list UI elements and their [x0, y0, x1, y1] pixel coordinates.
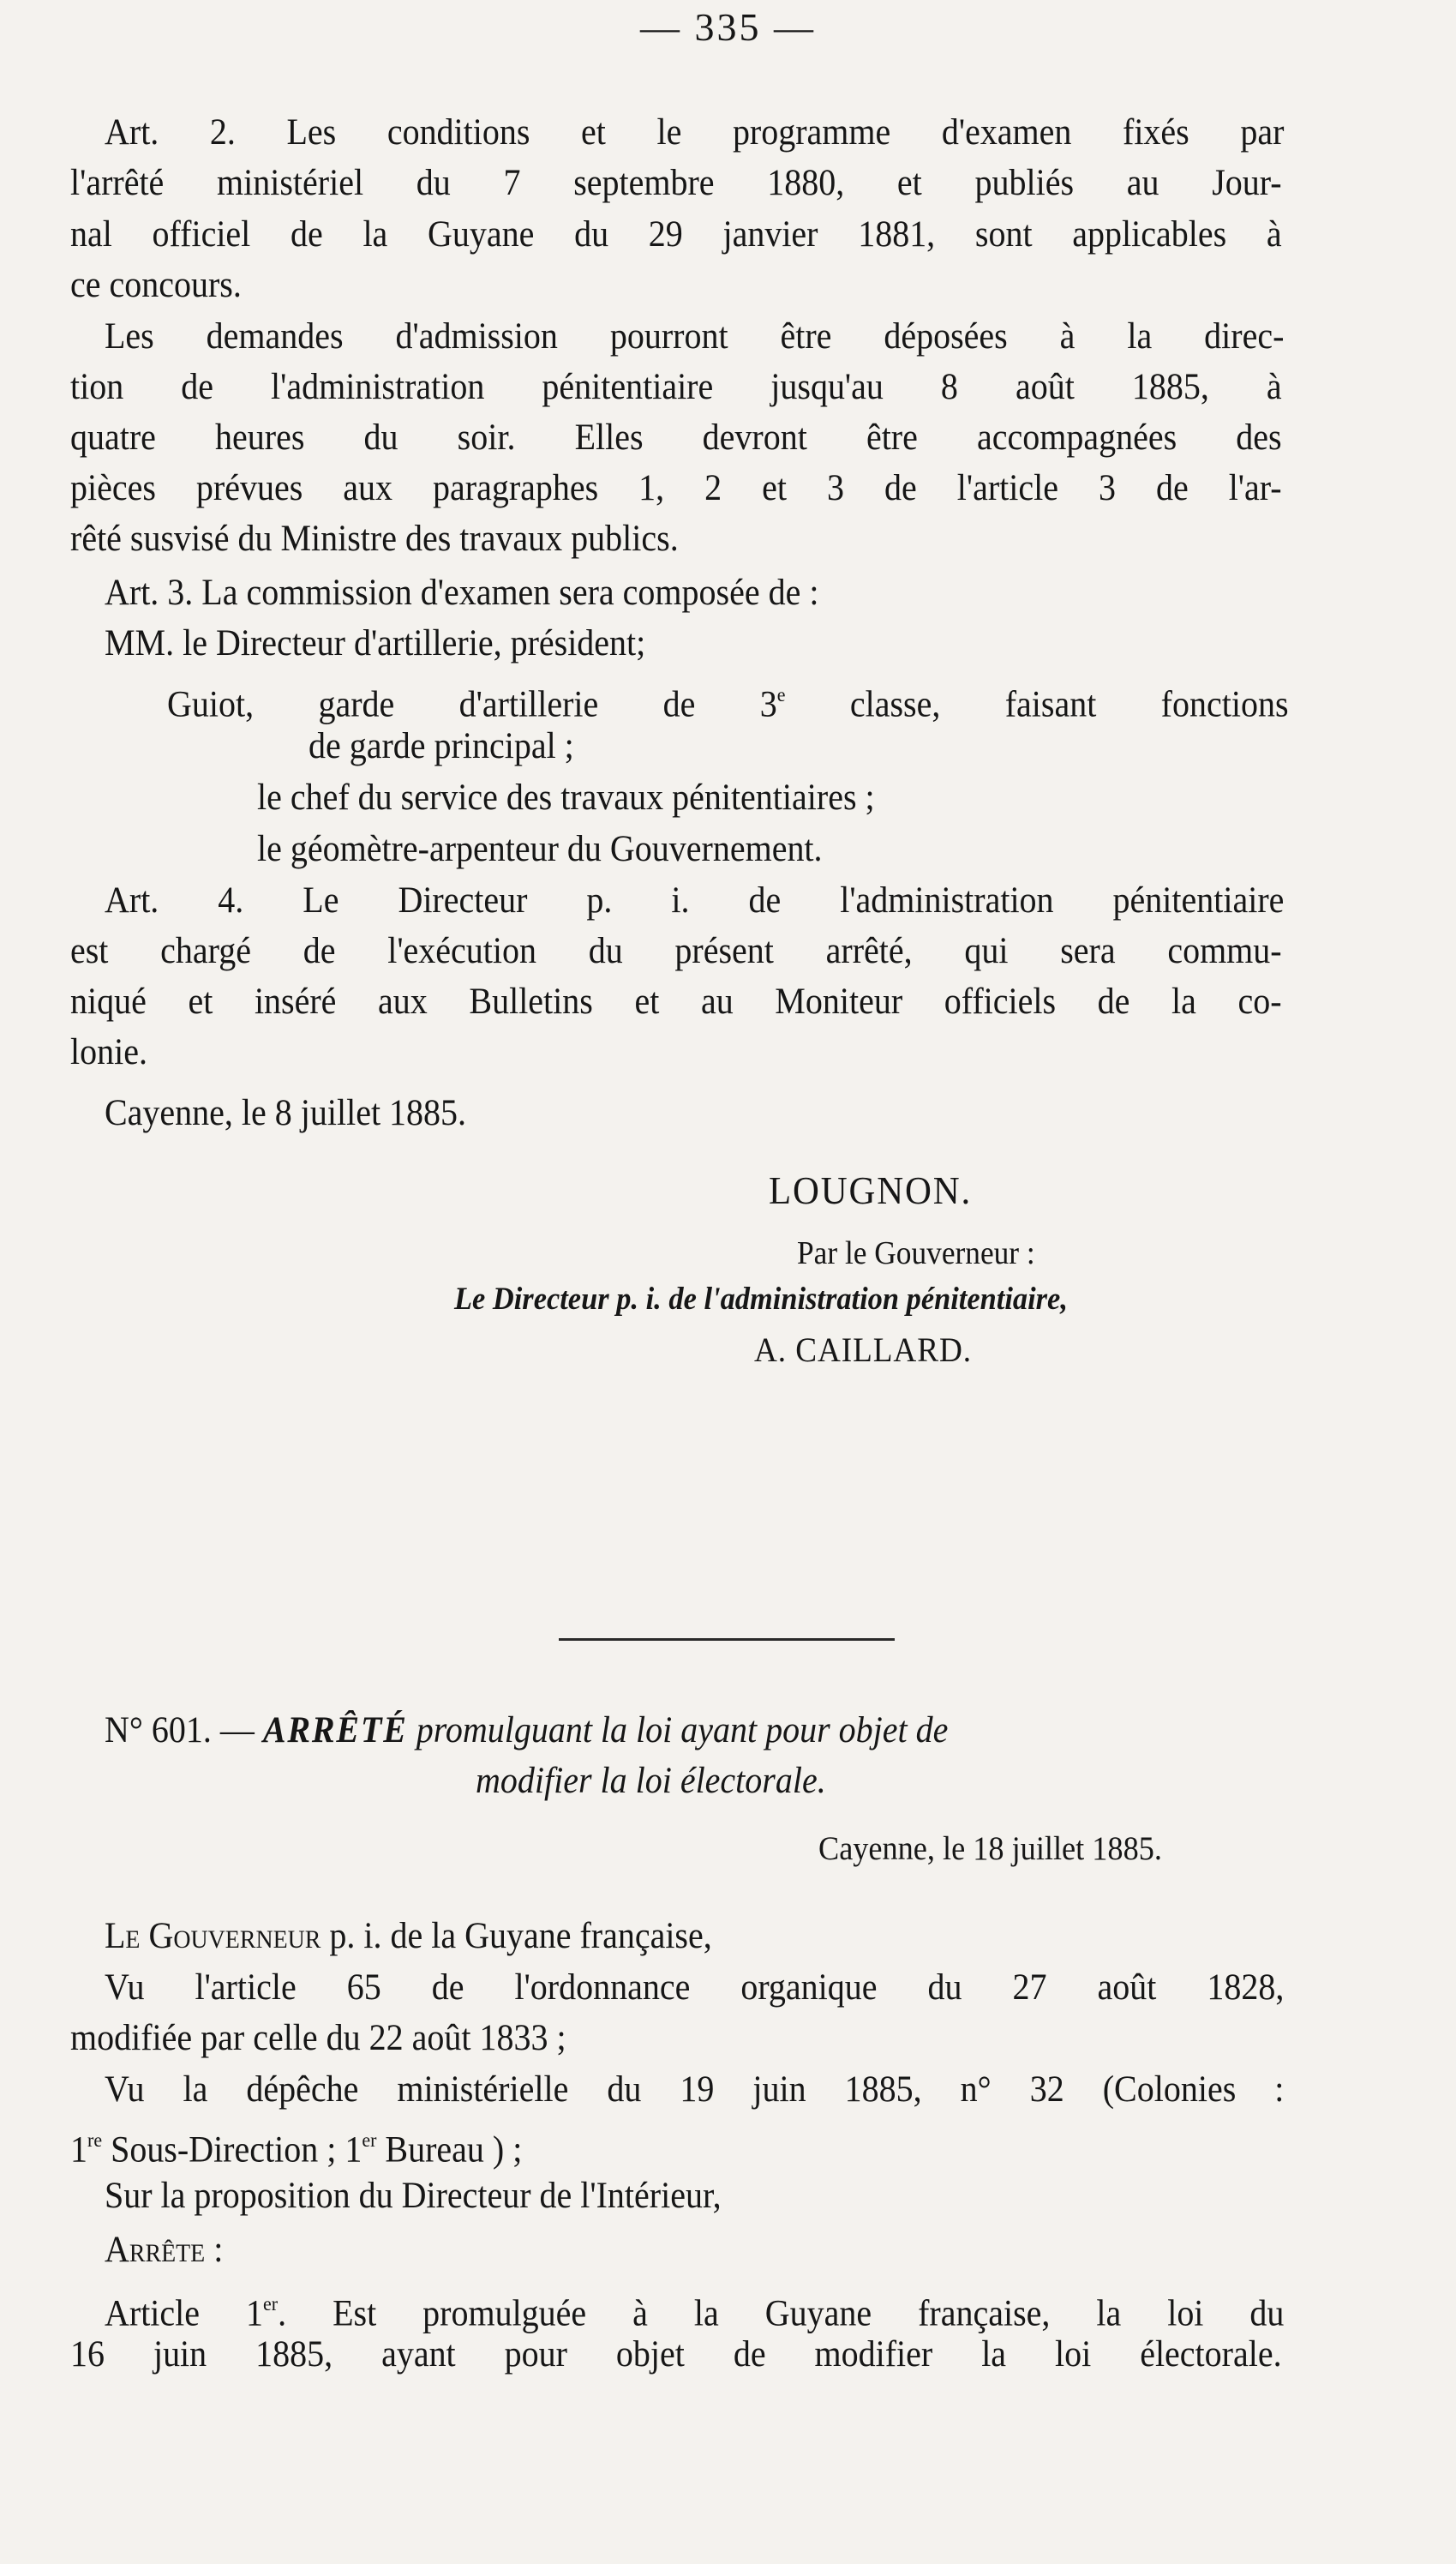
text-fragment: Guiot, garde d'artillerie de 3 [167, 684, 777, 725]
text-line-with-superscript [70, 2116, 1282, 2176]
governor-line [105, 1912, 1284, 1961]
text-line: modifiée par celle du 22 août 1833 ; [70, 2018, 566, 2058]
text-fragment: Sous-Direction ; 1 [102, 2129, 363, 2171]
text-fragment: . Est promulguée à la Guyane française, la loi du [278, 2293, 1285, 2334]
text-line: le géomètre-arpenteur du Gouvernement. [257, 829, 823, 869]
text-line: quatre heures du soir. Elles devront être accompagnées des [70, 417, 1282, 458]
text-line: 16 juin 1885, ayant pour objet de modifier la loi électorale. [70, 2334, 1282, 2375]
text-fragment: Bureau ) ; [376, 2129, 523, 2171]
text-line: ce concours. [70, 265, 242, 305]
decree-heading [105, 1706, 1284, 1756]
text-fragment: 1 [70, 2129, 87, 2171]
signature-role: Le Directeur p. i. de l'administration pénitentiaire, [454, 1282, 1068, 1317]
page-number: — 335 — [640, 5, 816, 49]
decree-dash: — [219, 1710, 255, 1750]
text-line: Sur la proposition du Directeur de l'Intérieur, [105, 2176, 722, 2216]
text-line: est chargé de l'exécution du présent arrêté, qui sera commu- [70, 931, 1282, 971]
text-line: l'arrêté ministériel du 7 septembre 1880, et publiés au Jour- [70, 163, 1282, 203]
arrete-label: Arrête : [105, 2230, 224, 2270]
governor-rest: p. i. de la Guyane française, [329, 1916, 712, 1956]
text-line: lonie. [70, 1032, 147, 1072]
decree-date: Cayenne, le 18 juillet 1885. [818, 1830, 1162, 1867]
text-line: tion de l'administration pénitentiaire jusqu'au 8 août 1885, à [70, 367, 1282, 407]
text-line: de garde principal ; [309, 726, 574, 766]
decree-title-bold: ARRÊTÉ [262, 1710, 408, 1750]
signature-name: LOUGNON. [769, 1168, 973, 1212]
text-line: Art. 3. La commission d'examen sera composée de : [105, 573, 819, 613]
governor-label: Le Gouverneur [105, 1916, 321, 1956]
text-fragment: classe, faisant fonctions [785, 684, 1289, 725]
text-line: MM. le Directeur d'artillerie, président; [105, 623, 646, 664]
text-line: niqué et inséré aux Bulletins et au Moniteur officiels de la co- [70, 982, 1282, 1022]
superscript: e [776, 684, 786, 706]
signature-by: Par le Gouverneur : [797, 1235, 1035, 1271]
text-line: rêté susvisé du Ministre des travaux publics. [70, 519, 679, 559]
superscript: er [263, 2293, 279, 2315]
superscript: re [87, 2129, 103, 2152]
decree-title-line2: modifier la loi électorale. [476, 1761, 826, 1801]
text-fragment: Article 1 [105, 2293, 264, 2334]
decree-title: promulguant la loi ayant pour objet de [416, 1710, 949, 1750]
signature-signer: A. CAILLARD. [754, 1330, 972, 1369]
text-line: nal officiel de la Guyane du 29 janvier 1881, sont applicables à [70, 214, 1282, 255]
text-line: Art. 2. Les conditions et le programme d'examen fixés par [105, 112, 1285, 153]
decree-number: N° 601. [105, 1710, 212, 1750]
text-line: Art. 4. Le Directeur p. i. de l'administration pénitentiaire [105, 880, 1285, 921]
superscript: er [362, 2129, 377, 2152]
section-divider [559, 1638, 895, 1641]
text-line: Vu la dépêche ministérielle du 19 juin 1885, n° 32 (Colonies : [105, 2069, 1285, 2110]
text-line: Vu l'article 65 de l'ordonnance organique du 27 août 1828, [105, 1967, 1285, 2008]
text-line: Cayenne, le 8 juillet 1885. [105, 1093, 467, 1133]
text-line: pièces prévues aux paragraphes 1, 2 et 3 de l'article 3 de l'ar- [70, 468, 1282, 508]
text-line: le chef du service des travaux pénitentiaires ; [257, 778, 875, 818]
text-line: Les demandes d'admission pourront être déposées à la direc- [105, 316, 1285, 357]
